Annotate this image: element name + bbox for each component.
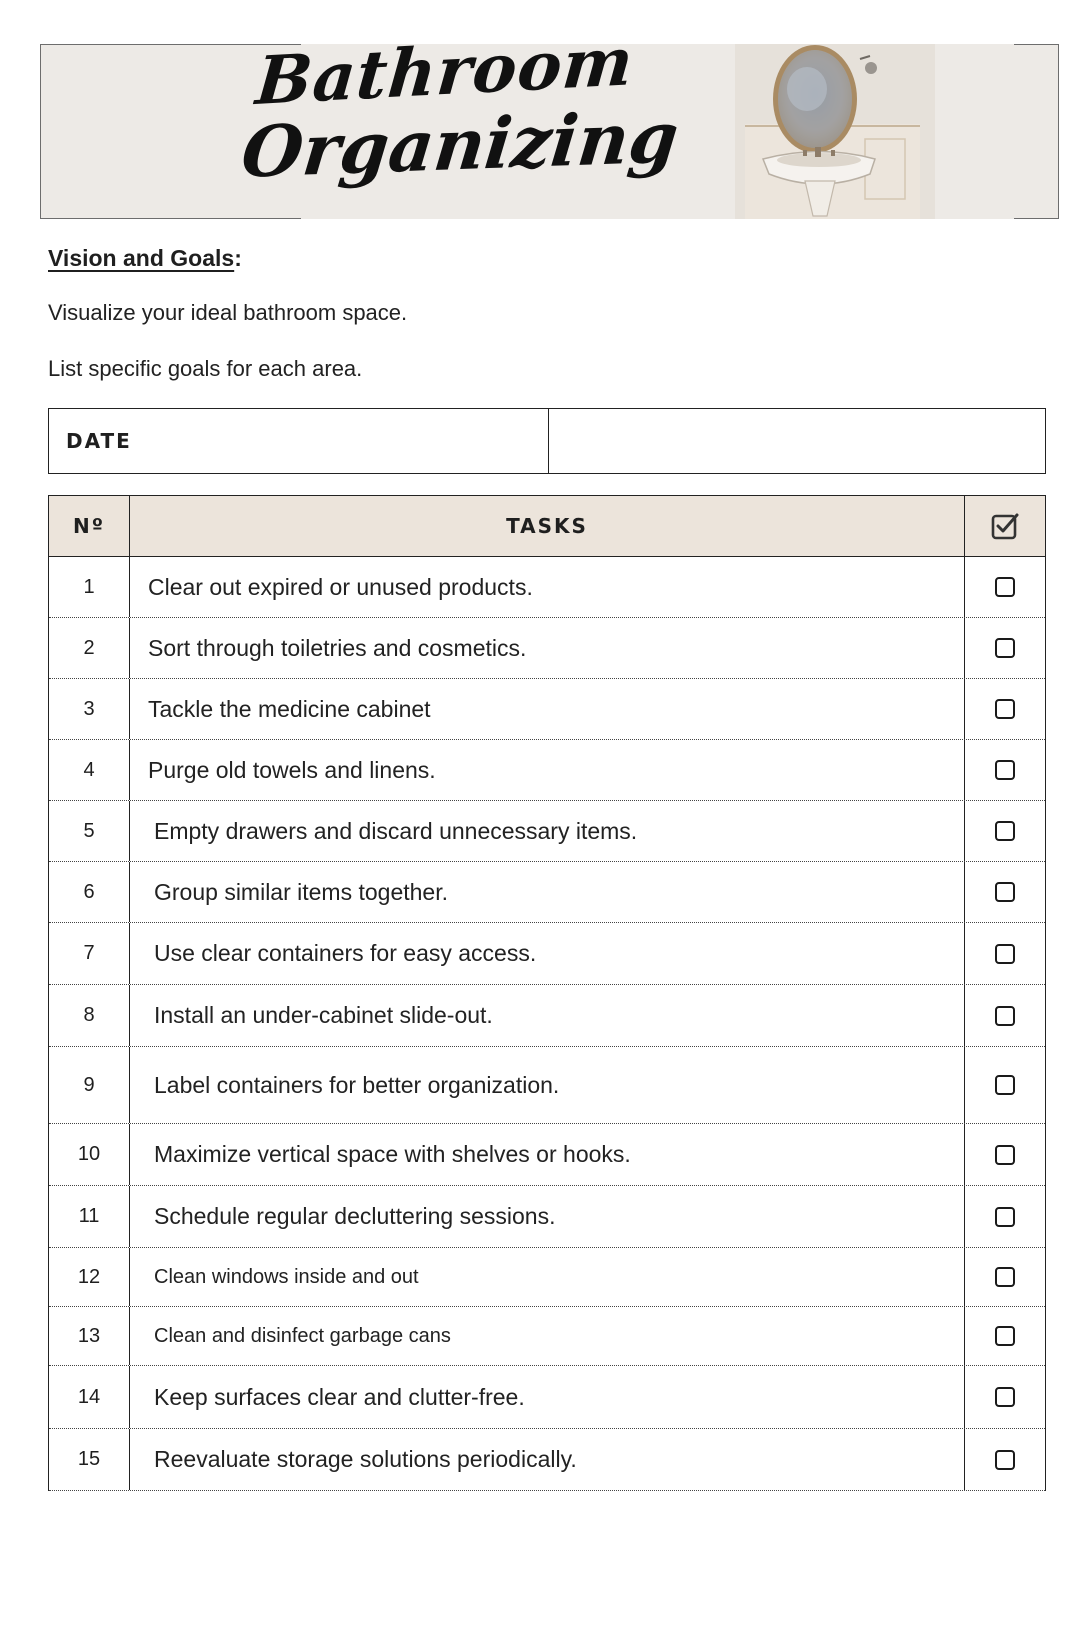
task-text: Clean and disinfect garbage cans (130, 1307, 965, 1365)
task-checkbox[interactable] (995, 1387, 1015, 1407)
task-checkbox[interactable] (995, 1450, 1015, 1470)
table-row (49, 862, 1045, 923)
task-number: 11 (49, 1186, 130, 1247)
task-checkbox[interactable] (995, 1267, 1015, 1287)
vision-heading-colon: : (234, 245, 242, 271)
task-checkbox[interactable] (995, 760, 1015, 780)
task-number: 1 (49, 557, 130, 617)
table-row (49, 557, 1045, 618)
table-row (49, 1366, 1045, 1429)
tasks-table-header (49, 496, 1045, 557)
task-number: 4 (49, 740, 130, 800)
task-checkbox[interactable] (995, 1075, 1015, 1095)
vision-line-2: List specific goals for each area. (48, 356, 363, 381)
table-row (49, 1429, 1045, 1491)
column-header-tasks: TASKS (130, 496, 965, 556)
task-number: 7 (49, 923, 130, 984)
task-number: 12 (49, 1248, 130, 1306)
task-checkbox[interactable] (995, 1207, 1015, 1227)
task-checkbox[interactable] (995, 1145, 1015, 1165)
checked-box-icon (990, 511, 1020, 541)
task-text: Label containers for better organization. (130, 1047, 965, 1123)
table-row (49, 1124, 1045, 1186)
task-text: Install an under-cabinet slide-out. (130, 985, 965, 1046)
task-text: Maximize vertical space with shelves or hooks. (130, 1124, 965, 1185)
task-number: 14 (49, 1366, 130, 1428)
task-checkbox[interactable] (995, 1006, 1015, 1026)
header-banner (40, 21, 1059, 219)
task-number: 3 (49, 679, 130, 739)
task-checkbox[interactable] (995, 944, 1015, 964)
task-number: 2 (49, 618, 130, 678)
page-title-line1: Bathroom (252, 21, 638, 121)
task-number: 5 (49, 801, 130, 861)
table-row (49, 679, 1045, 740)
task-text: Empty drawers and discard unnecessary items. (130, 801, 965, 861)
tasks-table (48, 495, 1046, 1491)
task-number: 8 (49, 985, 130, 1046)
task-text: Clean windows inside and out (130, 1248, 965, 1306)
task-checkbox[interactable] (995, 577, 1015, 597)
task-text: Schedule regular decluttering sessions. (130, 1186, 965, 1247)
table-row (49, 1248, 1045, 1307)
vision-heading-text: Vision and Goals (48, 245, 235, 271)
date-box (48, 408, 1046, 474)
vision-line-1: Visualize your ideal bathroom space. (48, 300, 408, 325)
task-text: Purge old towels and linens. (130, 740, 965, 800)
table-row (49, 618, 1045, 679)
task-text: Reevaluate storage solutions periodically. (130, 1429, 965, 1490)
task-number: 13 (49, 1307, 130, 1365)
task-text: Group similar items together. (130, 862, 965, 922)
task-checkbox[interactable] (995, 1326, 1015, 1346)
banner-frame-right (1014, 44, 1059, 219)
task-checkbox[interactable] (995, 699, 1015, 719)
page-title (230, 21, 690, 194)
task-text: Use clear containers for easy access. (130, 923, 965, 984)
table-row (49, 985, 1045, 1047)
date-field[interactable] (549, 409, 1045, 473)
task-number: 15 (49, 1429, 130, 1490)
table-row (49, 1047, 1045, 1124)
task-number: 6 (49, 862, 130, 922)
date-label: DATE (49, 409, 549, 473)
task-text: Tackle the medicine cabinet (130, 679, 965, 739)
bathroom-illustration (735, 44, 935, 219)
vision-heading (48, 245, 242, 272)
task-number: 10 (49, 1124, 130, 1185)
table-row (49, 1307, 1045, 1366)
task-checkbox[interactable] (995, 882, 1015, 902)
table-row (49, 740, 1045, 801)
task-checkbox[interactable] (995, 638, 1015, 658)
table-row (49, 923, 1045, 985)
task-number: 9 (49, 1047, 130, 1123)
task-text: Sort through toiletries and cosmetics. (130, 618, 965, 678)
page-title-line2: Organizing (237, 95, 683, 194)
task-text: Clear out expired or unused products. (130, 557, 965, 617)
task-text: Keep surfaces clear and clutter-free. (130, 1366, 965, 1428)
task-checkbox[interactable] (995, 821, 1015, 841)
column-header-number: Nº (49, 496, 130, 556)
table-row (49, 801, 1045, 862)
column-header-done (965, 496, 1045, 556)
table-row (49, 1186, 1045, 1248)
